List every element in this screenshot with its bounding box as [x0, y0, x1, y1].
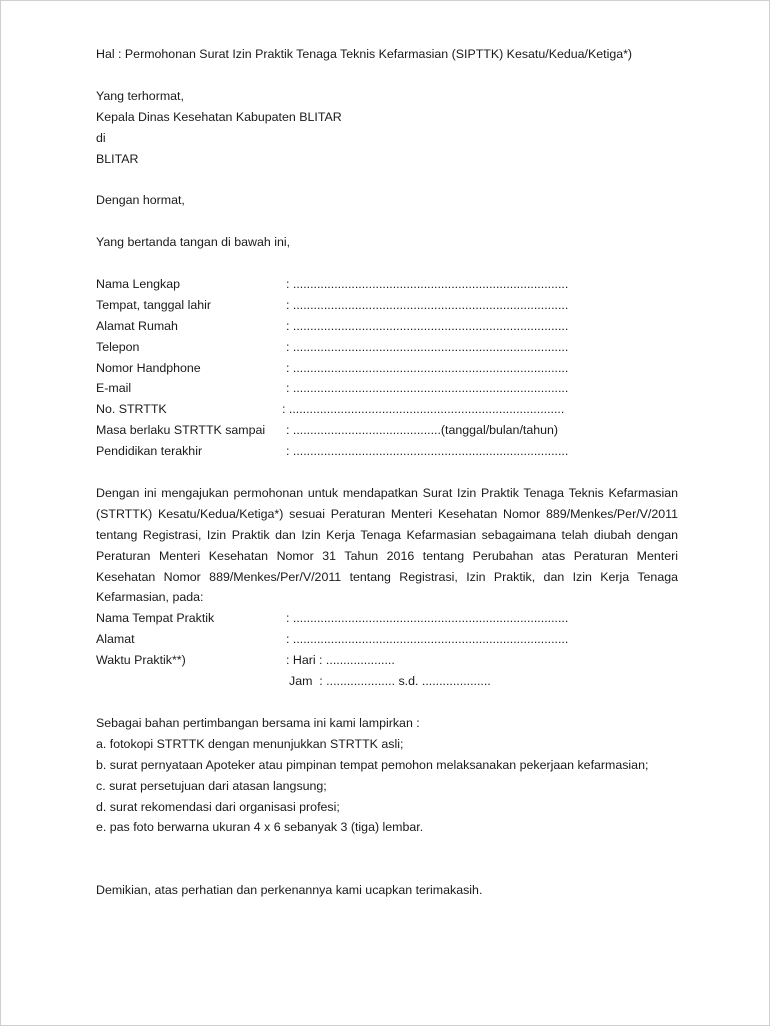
field-nama-tempat-praktik [96, 608, 678, 629]
field-label: Nama Lengkap [96, 276, 181, 291]
request-paragraph: Dengan ini mengajukan permohonan untuk mendapatkan Surat Izin Praktik Tenaga Teknis Kefarmasian (STRTTK) Kesatu/Kedua/Ketiga*) sesuai Peraturan Menteri Kesehatan Nomor 889/Menkes/Per/V/2011 tentang Registrasi, Izin Praktik dan Izin Kerja Tenaga Kefarmasian sebagaimana telah diubah dengan Peraturan Menteri Kesehatan Nomor 31 Tahun 2016 tentang Perubahan atas Peraturan Menteri Kesehatan Nomor 889/Menkes/Per/V/2011 tentang Registrasi, Izin Praktik, dan Izin Kerja Tenaga Kefarmasian, pada: [96, 485, 678, 605]
field-label: Telepon [96, 339, 140, 354]
attachment-item: c. surat persetujuan dari atasan langsung; [96, 778, 327, 793]
field-nomor-handphone [96, 358, 678, 379]
field-value: : ................................................................................ [286, 611, 569, 626]
opening-greeting: Dengan hormat, [96, 193, 185, 208]
field-pendidikan-terakhir [96, 441, 678, 462]
field-label: Masa berlaku STRTTK sampai [96, 423, 266, 438]
field-label: Tempat, tanggal lahir [96, 297, 212, 312]
field-label: No. STRTTK [96, 402, 167, 417]
field-label: Pendidikan terakhir [96, 444, 203, 459]
field-value: : ...........................................(tanggal/bulan/tahun) [286, 423, 559, 438]
attachments-intro: Sebagai bahan pertimbangan bersama ini kami lampirkan : [96, 715, 420, 730]
field-jam-praktik: Jam : .................... s.d. .................... [289, 674, 491, 689]
practice-fields [96, 608, 678, 692]
recipient-name: Kepala Dinas Kesehatan Kabupaten BLITAR [96, 109, 342, 124]
attachment-item: b. surat pernyataan Apoteker atau pimpinan tempat pemohon melaksanakan pekerjaan kefarmasian; [96, 757, 649, 772]
field-label: Waktu Praktik**) [96, 653, 186, 668]
field-value: : Hari : .................... [286, 653, 395, 668]
recipient-city: BLITAR [96, 151, 139, 166]
field-value: : ................................................................................ [282, 402, 565, 417]
intro-statement: Yang bertanda tangan di bawah ini, [96, 235, 291, 250]
field-value: : ................................................................................ [286, 318, 569, 333]
letter-subject: Hal : Permohonan Surat Izin Praktik Tenaga Teknis Kefarmasian (SIPTTK) Kesatu/Kedua/Ketiga*) [96, 47, 633, 61]
field-email [96, 378, 678, 399]
field-value: : ................................................................................ [286, 339, 569, 354]
field-telepon [96, 337, 678, 358]
field-tempat-tanggal-lahir [96, 295, 678, 316]
field-value: : ................................................................................ [286, 297, 569, 312]
field-no-strttk [96, 399, 678, 420]
field-alamat-praktik [96, 629, 678, 650]
field-nama-lengkap [96, 274, 678, 295]
letter-body [96, 44, 678, 901]
attachment-item: d. surat rekomendasi dari organisasi profesi; [96, 799, 340, 814]
field-alamat-rumah [96, 316, 678, 337]
field-label: Nomor Handphone [96, 360, 201, 375]
applicant-fields [96, 274, 678, 462]
field-waktu-praktik [96, 650, 678, 671]
salutation-greeting: Yang terhormat, [96, 88, 184, 103]
field-value: : ................................................................................ [286, 276, 569, 291]
field-value: : ................................................................................ [286, 381, 569, 396]
field-masa-berlaku-strttk [96, 420, 678, 441]
recipient-di: di [96, 130, 106, 145]
attachment-item: a. fotokopi STRTTK dengan menunjukkan STRTTK asli; [96, 736, 404, 751]
field-label: Alamat [96, 632, 135, 647]
field-label: Nama Tempat Praktik [96, 611, 215, 626]
field-value: : ................................................................................ [286, 444, 569, 459]
attachments-list [96, 734, 678, 839]
field-label: E-mail [96, 381, 132, 396]
closing-statement: Demikian, atas perhatian dan perkenannya kami ucapkan terimakasih. [96, 883, 483, 898]
field-value: : ................................................................................ [286, 360, 569, 375]
attachment-item: e. pas foto berwarna ukuran 4 x 6 sebanyak 3 (tiga) lembar. [96, 820, 424, 835]
field-label: Alamat Rumah [96, 318, 178, 333]
field-value: : ................................................................................ [286, 632, 569, 647]
